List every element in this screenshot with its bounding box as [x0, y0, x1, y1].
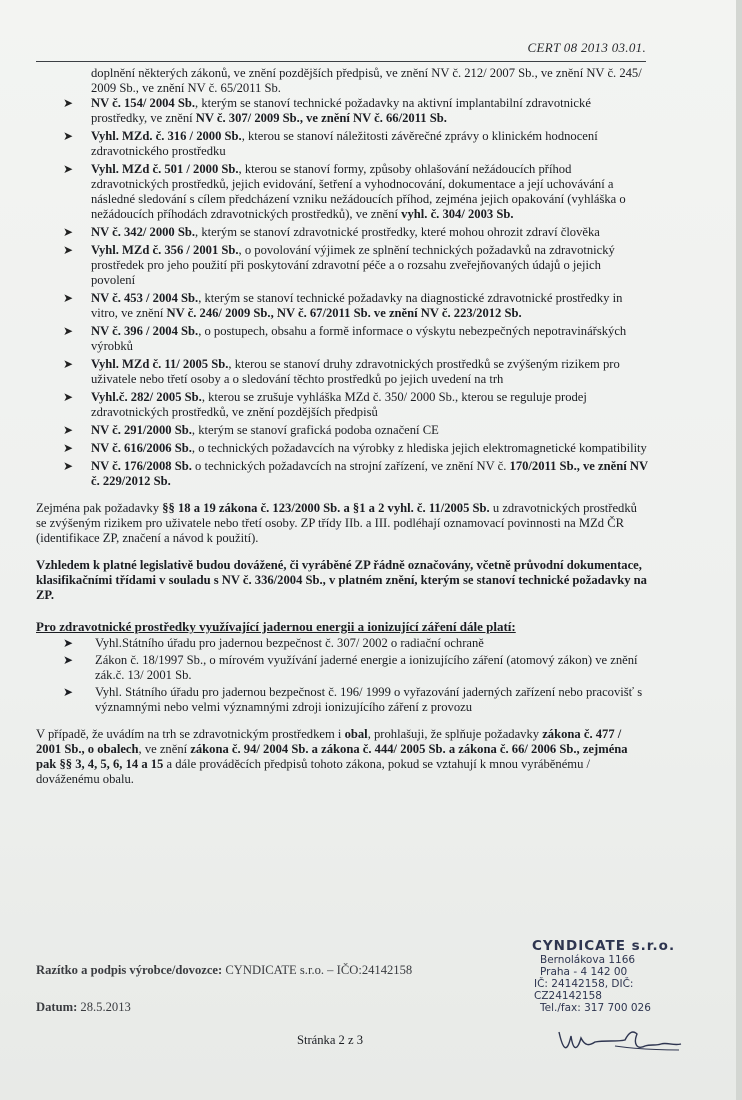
arrow-bullet-icon: ➤: [63, 291, 74, 305]
list-item: ➤ NV č. 616/2006 Sb., o technických požadavcích na výrobky z hlediska jejich elektromagnetické kompatibility: [63, 441, 647, 455]
arrow-bullet-icon: ➤: [63, 96, 74, 110]
arrow-bullet-icon: ➤: [63, 162, 74, 176]
scan-edge: [736, 0, 742, 1100]
requirements-paragraph: Zejména pak požadavky §§ 18 a 19 zákona č. 123/2000 Sb. a §1 a 2 vyhl. č. 11/2005 Sb. u zdravotnických prostředků se zvýšeným rizikem pro uživatele nebo třetí osoby. ZP třídy IIb. a III. podléhají oznamovací povinnosti na MZd ČR (identifikace ZP, značení a návod k použití).: [36, 501, 637, 545]
arrow-bullet-icon: ➤: [63, 390, 74, 404]
document-code: CERT 08 2013 03.01.: [527, 40, 646, 55]
arrow-bullet-icon: ➤: [63, 459, 74, 473]
list-item: ➤ NV č. 291/2000 Sb., kterým se stanoví grafická podoba označení CE: [63, 423, 439, 437]
packaging-paragraph: V případě, že uvádím na trh se zdravotnickým prostředkem i obal, prohlašuji, že splňuje požadavky zákona č. 477 / 2001 Sb., o obalech, ve znění zákona č. 94/ 2004 Sb. a zákona č. 444/ 2005 Sb. a zákona č. 66/ 2006 Sb., zejména pak §§ 3, 4, 5, 6, 14 a 15 a dále prováděcích předpisů tohoto zákona, pokud se vztahují k mnou vyráběnému / dováženému obalu.: [36, 727, 628, 786]
document-body: [36, 66, 648, 787]
arrow-bullet-icon: ➤: [63, 653, 74, 667]
company-stamp: CYNDICATE s.r.o. Bernolákova 1166 Praha - 4 142 00 IČ: 24142158, DIČ: CZ24142158 Tel./fax: 317 700 026: [532, 938, 676, 1014]
list-item: ➤ NV č. 396 / 2004 Sb., o postupech, obsahu a formě informace o výskytu nebezpečných nepotravinářských výrobků: [63, 324, 627, 353]
nuclear-list: [36, 636, 648, 715]
list-item: ➤ Vyhl. MZd č. 11/ 2005 Sb., kterou se stanoví druhy zdravotnických prostředků se zvýšeným rizikem pro uživatele nebo třetí osoby a o sledování těchto prostředků po jejich uvedení na trh: [63, 357, 620, 386]
arrow-bullet-icon: ➤: [63, 357, 74, 371]
stamp-signature-line: Razítko a podpis výrobce/dovozce: CYNDICATE s.r.o. – IČO:24142158: [36, 963, 413, 977]
list-item: ➤ NV č. 176/2008 Sb. o technických požadavcích na strojní zařízení, ve znění NV č. 170/2011 Sb., ve znění NV č. 229/2012 Sb.: [63, 459, 648, 488]
list-item: ➤ NV č. 342/ 2000 Sb., kterým se stanoví zdravotnické prostředky, které mohou ohrozit zdraví člověka: [63, 225, 600, 239]
date-line: Datum: 28.5.2013: [36, 1000, 131, 1014]
intro-text: doplnění některých zákonů, ve znění pozdějších předpisů, ve znění NV č. 212/ 2007 Sb., ve znění NV č. 245/ 2009 Sb., ve znění NV č. 65/2011 Sb.: [91, 66, 642, 95]
list-item: ➤ Vyhl.Státního úřadu pro jadernou bezpečnost č. 307/ 2002 o radiační ochraně: [63, 636, 484, 650]
arrow-bullet-icon: ➤: [63, 685, 74, 699]
arrow-bullet-icon: ➤: [63, 225, 74, 239]
list-item: ➤ Vyhl. Státního úřadu pro jadernou bezpečnost č. 196/ 1999 o vyřazování jaderných zařízení nebo pracovišť s významnými nebo velmi významnými zdroji ionizujícího záření z provozu: [63, 685, 643, 714]
list-item: ➤ NV č. 154/ 2004 Sb., kterým se stanoví technické požadavky na aktivní implantabilní zdravotnické prostředky, ve znění NV č. 307/ 2009 Sb., ve znění NV č. 66/2011 Sb.: [63, 96, 591, 125]
arrow-bullet-icon: ➤: [63, 423, 74, 437]
arrow-bullet-icon: ➤: [63, 243, 74, 257]
list-item: ➤ Zákon č. 18/1997 Sb., o mírovém využívání jaderné energie a ionizujícího záření (atomový zákon) ve znění zák.č. 13/ 2001 Sb.: [63, 653, 638, 682]
arrow-bullet-icon: ➤: [63, 324, 74, 338]
arrow-bullet-icon: ➤: [63, 129, 74, 143]
arrow-bullet-icon: ➤: [63, 441, 74, 455]
list-item: ➤ Vyhl.č. 282/ 2005 Sb., kterou se zrušuje vyhláška MZd č. 350/ 2000 Sb., kterou se reguluje prodej zdravotnických prostředků, ve znění pozdějších předpisů: [63, 390, 587, 419]
list-item: ➤ Vyhl. MZd č. 501 / 2000 Sb., kterou se stanoví formy, způsoby ohlašování nežádoucích příhod zdravotnických prostředků, jejich evidování, šetření a vyhodnocování, dokumentace a její uchovávání a následné sledování s cílem předcházení vzniku nežádoucích příhod, zejména jejich opakování (vyhláška o nežádoucích příhodách zdravotnických prostředků), ve znění vyhl. č. 304/ 2003 Sb.: [63, 162, 626, 221]
list-item: ➤ Vyhl. MZd č. 356 / 2001 Sb., o povolování výjimek ze splnění technických požadavků na zdravotnický prostředek pro jeho použití při poskytování zdravotní péče a o rozsahu zveřejňovaných údajů o jejich povolení: [63, 243, 615, 287]
header-rule: [36, 61, 646, 62]
list-item: ➤ Vyhl. MZd. č. 316 / 2000 Sb., kterou se stanoví náležitosti závěrečné zprávy o klinickém hodnocení zdravotnického prostředku: [63, 129, 598, 158]
arrow-bullet-icon: ➤: [63, 636, 74, 650]
labeling-paragraph: Vzhledem k platné legislativě budou dovážené, či vyráběné ZP řádně označovány, včetně průvodní dokumentace, klasifikačními třídami v souladu s NV č. 336/2004 Sb., v platném znění, kterým se stanoví technické požadavky na ZP.: [36, 558, 647, 602]
page-number: Stránka 2 z 3: [296, 1033, 364, 1047]
list-item: ➤ NV č. 453 / 2004 Sb., kterým se stanoví technické požadavky na diagnostické zdravotnické prostředky in vitro, ve znění NV č. 246/ 2009 Sb., NV č. 67/2011 Sb. ve znění NV č. 223/2012 Sb.: [63, 291, 623, 320]
nuclear-section-heading: Pro zdravotnické prostředky využívající jadernou energii a ionizující záření dále platí:: [36, 619, 516, 634]
regulation-list: [36, 96, 648, 489]
